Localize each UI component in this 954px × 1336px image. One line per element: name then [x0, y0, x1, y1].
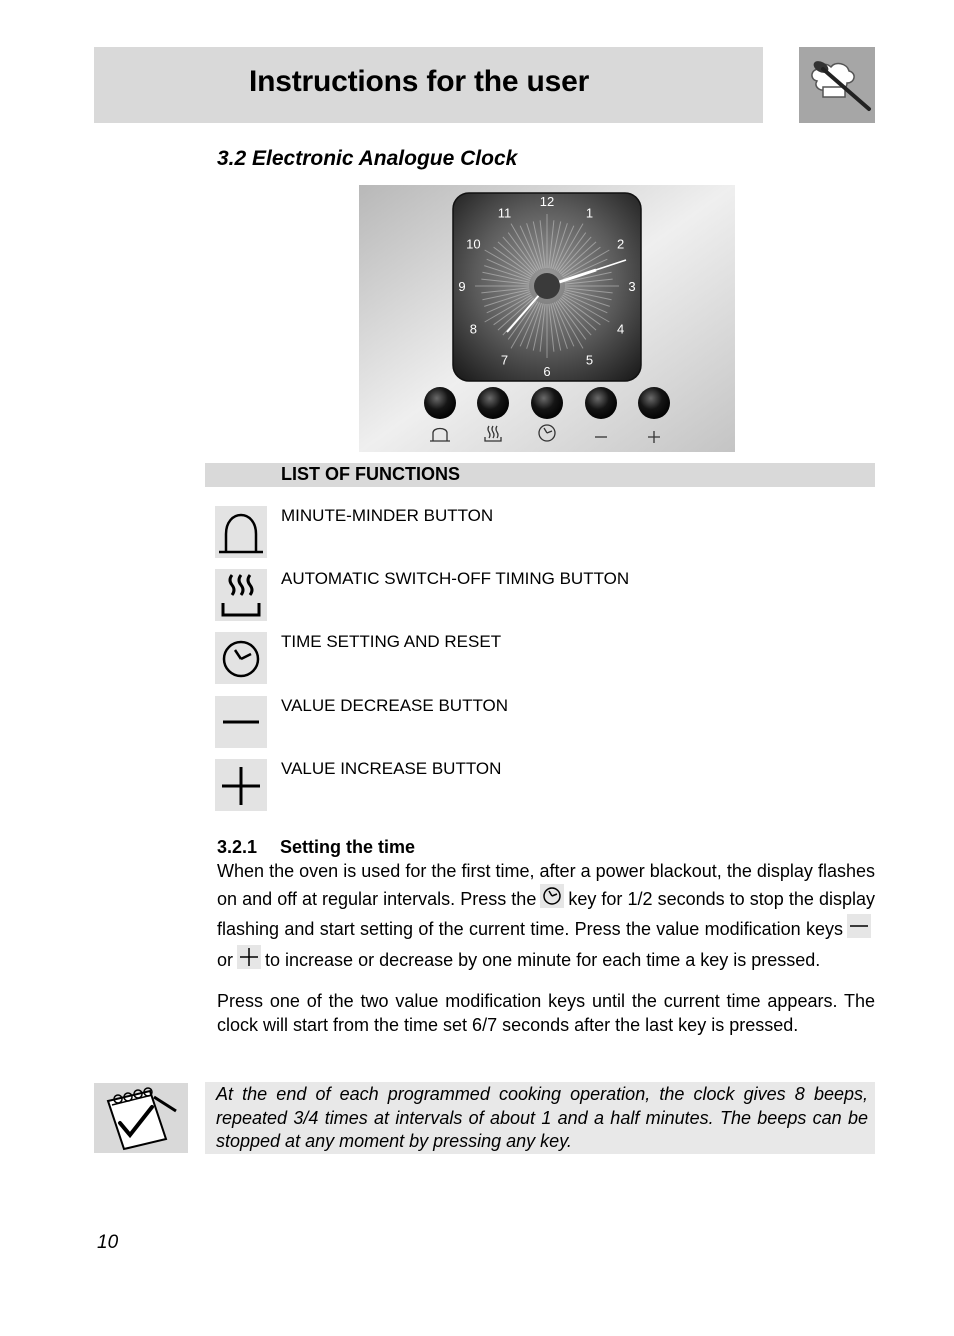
dial-number: 10: [466, 236, 481, 252]
clock-panel-image: [359, 185, 735, 452]
clock-knob: [585, 387, 617, 419]
clock-knob: [638, 387, 670, 419]
dial-number: 11: [497, 205, 512, 221]
function-label: AUTOMATIC SWITCH-OFF TIMING BUTTON: [281, 569, 630, 588]
paragraph-text: or: [217, 949, 234, 970]
dial-number: 7: [500, 352, 509, 368]
dial-number: 1: [585, 205, 594, 221]
dial-number: 2: [616, 236, 625, 252]
clock-icon: [215, 632, 267, 684]
subsection-title: Setting the time: [280, 837, 416, 857]
paragraph-text: When the oven is used for the first time, after a power blackout, the display flashes on and off at regular intervals. Press the: [217, 861, 875, 909]
list-item-time-setting: [215, 632, 875, 684]
clock-knob: [424, 387, 456, 419]
function-label: VALUE INCREASE BUTTON: [281, 759, 502, 778]
setting-time-paragraph-1: [217, 860, 875, 975]
note-box: [205, 1082, 875, 1154]
dial-number: 4: [616, 321, 625, 337]
subsection-number: 3.2.1: [217, 837, 258, 857]
paragraph-text: key for 1/2 seconds to stop the display flashing and start setting of the current time. Press the value modification keys: [217, 888, 875, 939]
dial-number: 5: [585, 352, 594, 368]
list-item-value-increase: [215, 759, 875, 811]
list-item-auto-switch-off: [215, 569, 875, 621]
function-label: VALUE DECREASE BUTTON: [281, 696, 509, 715]
dial-number: 3: [628, 279, 636, 294]
list-item-minute-minder: [215, 506, 875, 558]
functions-header: [205, 463, 875, 487]
heat-tray-icon: [215, 569, 267, 621]
chef-hat-spoon-icon: [799, 47, 875, 123]
minus-icon: [847, 914, 871, 945]
section-title: 3.2 Electronic Analogue Clock: [217, 147, 518, 170]
setting-time-paragraph-2: Press one of the two value modification keys until the current time appears. The clock will start from the time set 6/7 seconds after the last key is pressed.: [217, 991, 875, 1035]
note-text: At the end of each programmed cooking operation, the clock gives 8 beeps, repeated 3/4 times at intervals of about 1 and a half minutes. The beeps can be stopped at any moment by pressing any key.: [216, 1084, 868, 1151]
paragraph-text: to increase or decrease by one minute for each time a key is pressed.: [265, 949, 821, 970]
dial-number: 8: [469, 321, 478, 337]
header-bar: [94, 47, 763, 123]
minus-icon: [215, 696, 267, 748]
list-item-value-decrease: [215, 696, 875, 748]
page-title: Instructions for the user: [249, 65, 590, 98]
function-label: MINUTE-MINDER BUTTON: [281, 506, 494, 525]
clock-knob: [531, 387, 563, 419]
clock-knob: [477, 387, 509, 419]
plus-icon: [215, 759, 267, 811]
function-label: TIME SETTING AND RESET: [281, 632, 502, 651]
clock-icon: [540, 884, 564, 915]
notepad-check-icon: [94, 1083, 188, 1153]
page-number: 10: [97, 1232, 119, 1253]
bell-icon: [215, 506, 267, 558]
dial-number: 6: [543, 364, 551, 379]
dial-number: 12: [539, 194, 555, 209]
functions-header-label: LIST OF FUNCTIONS: [281, 464, 460, 484]
subsection-heading: [217, 837, 415, 858]
dial-number: 9: [458, 279, 466, 294]
plus-icon: [237, 945, 261, 976]
